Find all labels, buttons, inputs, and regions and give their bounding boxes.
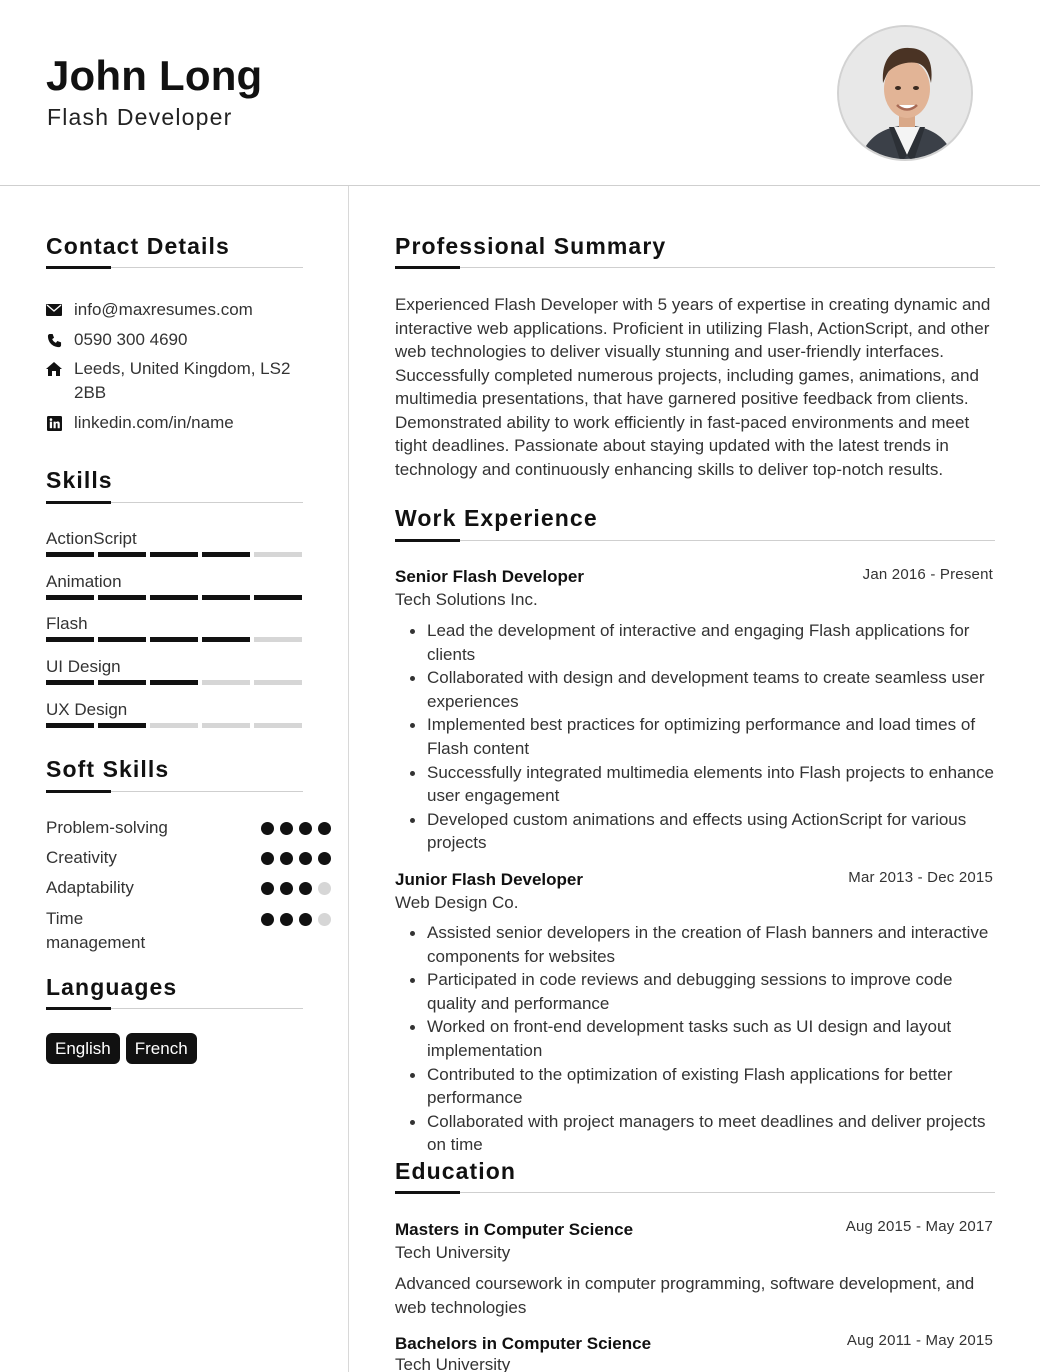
skills-section-title: Skills (46, 467, 113, 493)
soft-skill-label: Time management (46, 909, 146, 952)
skill-item (46, 656, 302, 685)
skill-level-segment (254, 723, 302, 728)
contact-phone-row (46, 328, 304, 352)
soft-skill-rating (261, 913, 331, 926)
contact-linkedin-row (46, 411, 304, 435)
rating-dot (261, 822, 274, 835)
rating-dot (261, 852, 274, 865)
education-date: Aug 2011 - May 2015 (846, 1332, 993, 1349)
rating-dot (299, 882, 312, 895)
languages-section-rule (46, 1008, 303, 1009)
rating-dot (318, 882, 331, 895)
profile-photo (837, 25, 973, 161)
job-bullets (409, 619, 995, 855)
skill-level-segment (46, 595, 94, 600)
linkedin-icon (46, 411, 62, 435)
skill-level-segment (98, 723, 146, 728)
skill-level-bar (46, 595, 302, 600)
skill-label: Flash (46, 614, 88, 633)
phone-icon (46, 328, 62, 352)
skill-label: UI Design (46, 657, 121, 676)
skill-level-segment (202, 595, 250, 600)
skill-level-bar (46, 723, 302, 728)
skill-level-segment (202, 680, 250, 685)
skill-label: Animation (46, 572, 122, 591)
rating-dot (299, 913, 312, 926)
candidate-title: Flash Developer (47, 104, 233, 130)
contact-phone[interactable]: 0590 300 4690 (74, 330, 188, 349)
job-bullet: Assisted senior developers in the creation of Flash banners and interactive components for websites (409, 921, 995, 968)
languages-section-title: Languages (46, 974, 178, 1000)
education-degree: Masters in Computer Science (395, 1220, 634, 1239)
skill-item (46, 699, 302, 728)
soft-skills-section-title: Soft Skills (46, 756, 170, 782)
envelope-icon (46, 298, 62, 322)
soft-skill-label: Creativity (46, 848, 117, 867)
candidate-name: John Long (46, 52, 263, 99)
skill-level-segment (46, 723, 94, 728)
skill-label: ActionScript (46, 529, 137, 548)
skill-level-segment (254, 637, 302, 642)
skill-level-segment (150, 680, 198, 685)
skill-level-segment (98, 595, 146, 600)
soft-skill-item (46, 876, 302, 900)
skill-level-segment (202, 723, 250, 728)
education-degree: Bachelors in Computer Science (395, 1334, 652, 1353)
skill-level-segment (98, 637, 146, 642)
job-title: Junior Flash Developer (395, 870, 583, 889)
job-date: Jan 2016 - Present (862, 566, 993, 583)
skill-level-segment (98, 680, 146, 685)
rating-dot (280, 913, 293, 926)
job-company: Tech Solutions Inc. (395, 590, 538, 609)
soft-skill-item (46, 846, 302, 870)
summary-text: Experienced Flash Developer with 5 years of expertise in creating dynamic and interactive web applications. Proficient in utilizing Flash, ActionScript, and other web technologies to deliver visually stunning and user-friendly interfaces. Successfully completed numerous projects, including games, animations, and multimedia presentations, that have garnered positive feedback from clients. Demonstrated ability to work efficiently in fast-paced environments and meet tight deadlines. Passionate about staying updated with the latest trends in technology and continuously enhancing skills to deliver top-notch results. (395, 295, 991, 479)
home-icon (46, 357, 62, 381)
experience-section-rule (395, 540, 995, 541)
skills-section-rule (46, 502, 303, 503)
contact-section-rule (46, 267, 303, 268)
contact-email[interactable]: info@maxresumes.com (74, 300, 253, 319)
job-company: Web Design Co. (395, 893, 519, 912)
soft-skill-rating (261, 822, 331, 835)
column-divider (348, 186, 349, 1372)
skill-level-segment (254, 552, 302, 557)
soft-skill-item (46, 816, 302, 840)
skill-level-segment (150, 595, 198, 600)
job-bullet: Collaborated with project managers to meet deadlines and deliver projects on time (409, 1110, 995, 1157)
soft-skill-label: Problem-solving (46, 818, 168, 837)
job-bullets (409, 921, 995, 1157)
soft-skills-section-rule (46, 791, 303, 792)
skill-level-segment (46, 552, 94, 557)
skill-level-segment (202, 637, 250, 642)
skill-level-segment (150, 723, 198, 728)
job-bullet: Participated in code reviews and debugging sessions to improve code quality and performance (409, 968, 995, 1015)
contact-address-row (46, 357, 304, 405)
skill-level-segment (254, 595, 302, 600)
skill-level-segment (98, 552, 146, 557)
rating-dot (299, 852, 312, 865)
skill-level-segment (150, 637, 198, 642)
job-bullet: Developed custom animations and effects using ActionScript for various projects (409, 808, 995, 855)
rating-dot (280, 822, 293, 835)
contact-email-row (46, 298, 304, 322)
experience-section-title: Work Experience (395, 505, 598, 531)
job-date: Mar 2013 - Dec 2015 (848, 869, 993, 886)
rating-dot (318, 913, 331, 926)
skill-level-bar (46, 552, 302, 557)
soft-skill-rating (261, 852, 331, 865)
education-section-title: Education (395, 1158, 517, 1184)
resume-header (0, 0, 1040, 186)
languages-list (46, 1033, 197, 1064)
skill-label: UX Design (46, 700, 128, 719)
soft-skill-rating (261, 882, 331, 895)
skill-item (46, 528, 302, 557)
education-description: Advanced coursework in computer programming, software development, and web technologies (395, 1274, 975, 1317)
job-bullet: Contributed to the optimization of existing Flash applications for better performance (409, 1063, 995, 1110)
rating-dot (299, 822, 312, 835)
soft-skill-label: Adaptability (46, 878, 134, 897)
skill-level-bar (46, 637, 302, 642)
summary-section-title: Professional Summary (395, 233, 667, 259)
skill-level-segment (202, 552, 250, 557)
skill-level-segment (150, 552, 198, 557)
job-title: Senior Flash Developer (395, 567, 584, 586)
education-school: Tech University (395, 1243, 511, 1262)
skill-level-bar (46, 680, 302, 685)
skill-level-segment (46, 637, 94, 642)
contact-section-title: Contact Details (46, 233, 230, 259)
contact-linkedin[interactable]: linkedin.com/in/name (74, 413, 234, 432)
language-tag: English (46, 1033, 120, 1064)
rating-dot (318, 822, 331, 835)
soft-skill-item (46, 907, 302, 955)
skill-item (46, 613, 302, 642)
summary-section-rule (395, 267, 995, 268)
job-bullet: Successfully integrated multimedia elements into Flash projects to enhance user engagement (409, 761, 995, 808)
contact-address: Leeds, United Kingdom, LS2 2BB (74, 359, 291, 402)
rating-dot (261, 882, 274, 895)
skill-item (46, 571, 302, 600)
education-school: Tech University (395, 1355, 511, 1372)
skill-level-segment (46, 680, 94, 685)
rating-dot (280, 882, 293, 895)
education-date: Aug 2015 - May 2017 (845, 1218, 993, 1235)
job-bullet: Implemented best practices for optimizing performance and load times of Flash content (409, 713, 995, 760)
rating-dot (280, 852, 293, 865)
rating-dot (261, 913, 274, 926)
skill-level-segment (254, 680, 302, 685)
education-section-rule (395, 1192, 995, 1193)
job-bullet: Worked on front-end development tasks such as UI design and layout implementation (409, 1015, 995, 1062)
rating-dot (318, 852, 331, 865)
language-tag: French (126, 1033, 197, 1064)
job-bullet: Collaborated with design and development teams to create seamless user experiences (409, 666, 995, 713)
job-bullet: Lead the development of interactive and engaging Flash applications for clients (409, 619, 995, 666)
